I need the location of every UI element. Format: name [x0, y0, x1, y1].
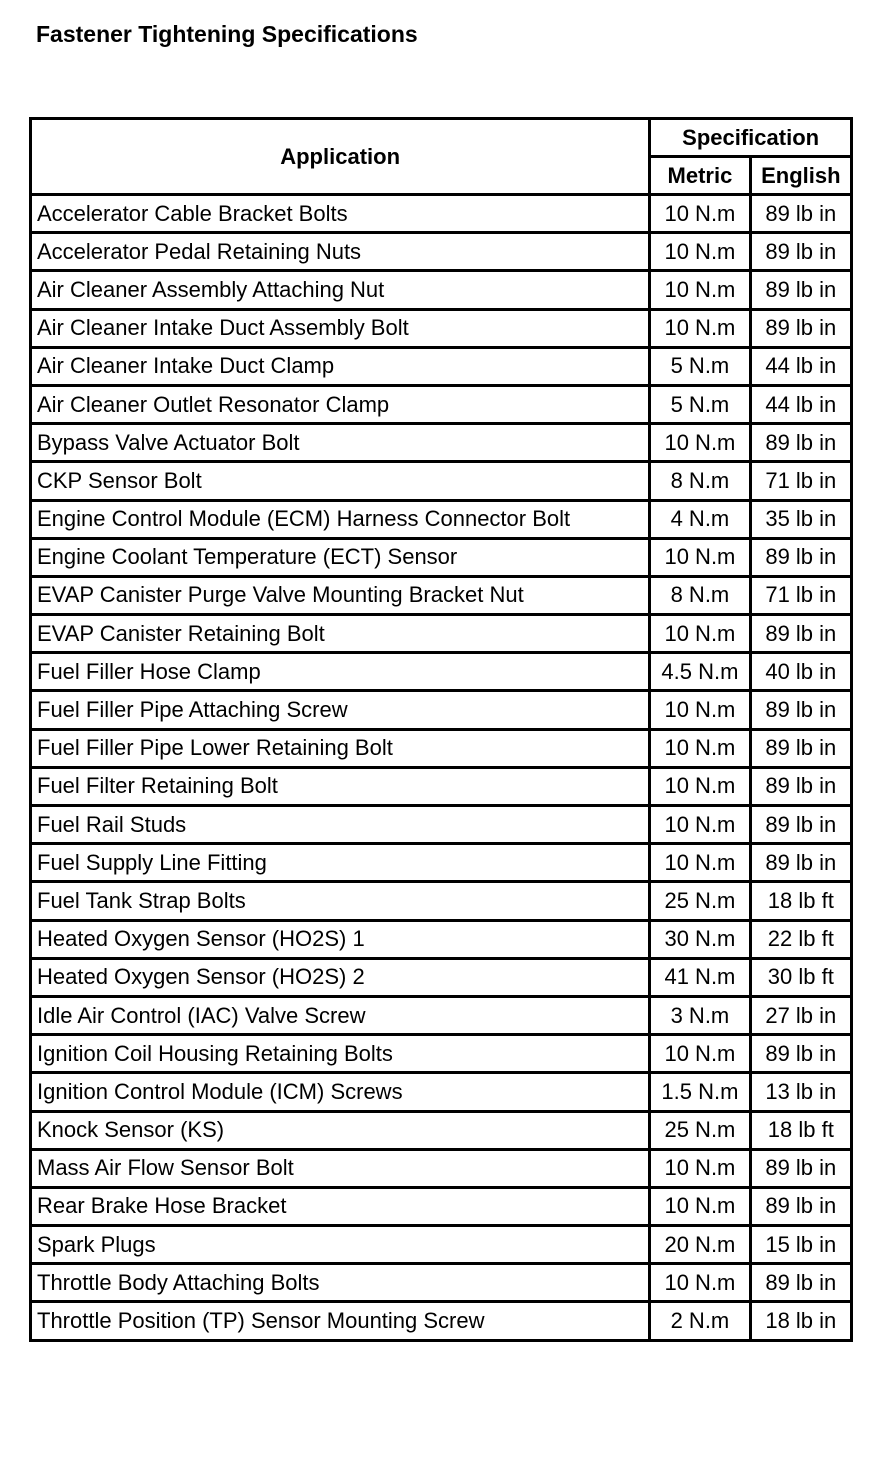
english-column-header: English — [750, 157, 851, 195]
english-value-cell: 89 lb in — [750, 767, 851, 805]
english-value-cell: 89 lb in — [750, 806, 851, 844]
table-row — [31, 500, 852, 538]
metric-value-cell: 10 N.m — [650, 195, 750, 233]
application-cell: Knock Sensor (KS) — [31, 1111, 650, 1149]
table-row — [31, 233, 852, 271]
table-row — [31, 538, 852, 576]
metric-value-cell: 10 N.m — [650, 844, 750, 882]
english-value-cell: 27 lb in — [750, 996, 851, 1034]
application-cell: Throttle Body Attaching Bolts — [31, 1264, 650, 1302]
english-value-cell: 89 lb in — [750, 309, 851, 347]
application-cell: Ignition Coil Housing Retaining Bolts — [31, 1035, 650, 1073]
english-value-cell: 89 lb in — [750, 233, 851, 271]
application-cell: Mass Air Flow Sensor Bolt — [31, 1149, 650, 1187]
table-row — [31, 767, 852, 805]
table-row — [31, 844, 852, 882]
metric-value-cell: 10 N.m — [650, 1264, 750, 1302]
table-row — [31, 462, 852, 500]
application-cell: EVAP Canister Purge Valve Mounting Bracket Nut — [31, 576, 650, 614]
table-row — [31, 806, 852, 844]
english-value-cell: 44 lb in — [750, 385, 851, 423]
application-cell: Engine Control Module (ECM) Harness Connector Bolt — [31, 500, 650, 538]
table-row — [31, 1111, 852, 1149]
application-cell: Air Cleaner Intake Duct Assembly Bolt — [31, 309, 650, 347]
metric-value-cell: 5 N.m — [650, 385, 750, 423]
english-value-cell: 15 lb in — [750, 1226, 851, 1264]
english-value-cell: 89 lb in — [750, 1149, 851, 1187]
table-body — [31, 195, 852, 1341]
table-row — [31, 615, 852, 653]
english-value-cell: 89 lb in — [750, 691, 851, 729]
metric-value-cell: 10 N.m — [650, 615, 750, 653]
table-row — [31, 920, 852, 958]
application-cell: EVAP Canister Retaining Bolt — [31, 615, 650, 653]
application-cell: Air Cleaner Outlet Resonator Clamp — [31, 385, 650, 423]
metric-value-cell: 10 N.m — [650, 1187, 750, 1225]
application-cell: Air Cleaner Intake Duct Clamp — [31, 347, 650, 385]
english-value-cell: 89 lb in — [750, 844, 851, 882]
fastener-spec-table — [29, 117, 853, 1342]
table-row — [31, 309, 852, 347]
table-row — [31, 996, 852, 1034]
metric-value-cell: 3 N.m — [650, 996, 750, 1034]
application-cell: Fuel Tank Strap Bolts — [31, 882, 650, 920]
table-row — [31, 271, 852, 309]
table-row — [31, 1264, 852, 1302]
english-value-cell: 40 lb in — [750, 653, 851, 691]
metric-value-cell: 41 N.m — [650, 958, 750, 996]
table-row — [31, 1149, 852, 1187]
metric-column-header: Metric — [650, 157, 750, 195]
table-row — [31, 576, 852, 614]
metric-value-cell: 25 N.m — [650, 1111, 750, 1149]
table-row — [31, 385, 852, 423]
english-value-cell: 89 lb in — [750, 1035, 851, 1073]
application-cell: Accelerator Pedal Retaining Nuts — [31, 233, 650, 271]
table-row — [31, 1302, 852, 1340]
english-value-cell: 89 lb in — [750, 1264, 851, 1302]
table-row — [31, 1226, 852, 1264]
application-cell: Accelerator Cable Bracket Bolts — [31, 195, 650, 233]
specification-group-header: Specification — [650, 119, 852, 157]
table-row — [31, 691, 852, 729]
metric-value-cell: 10 N.m — [650, 1035, 750, 1073]
english-value-cell: 18 lb ft — [750, 882, 851, 920]
table-row — [31, 1073, 852, 1111]
metric-value-cell: 10 N.m — [650, 424, 750, 462]
application-cell: Idle Air Control (IAC) Valve Screw — [31, 996, 650, 1034]
english-value-cell: 89 lb in — [750, 424, 851, 462]
metric-value-cell: 4.5 N.m — [650, 653, 750, 691]
english-value-cell: 35 lb in — [750, 500, 851, 538]
metric-value-cell: 4 N.m — [650, 500, 750, 538]
application-cell: Throttle Position (TP) Sensor Mounting Screw — [31, 1302, 650, 1340]
english-value-cell: 18 lb ft — [750, 1111, 851, 1149]
english-value-cell: 22 lb ft — [750, 920, 851, 958]
application-cell: Ignition Control Module (ICM) Screws — [31, 1073, 650, 1111]
metric-value-cell: 20 N.m — [650, 1226, 750, 1264]
application-cell: Fuel Filler Hose Clamp — [31, 653, 650, 691]
english-value-cell: 18 lb in — [750, 1302, 851, 1340]
table-row — [31, 347, 852, 385]
metric-value-cell: 10 N.m — [650, 806, 750, 844]
application-cell: Fuel Rail Studs — [31, 806, 650, 844]
application-cell: Fuel Supply Line Fitting — [31, 844, 650, 882]
english-value-cell: 71 lb in — [750, 576, 851, 614]
application-cell: Air Cleaner Assembly Attaching Nut — [31, 271, 650, 309]
english-value-cell: 89 lb in — [750, 195, 851, 233]
metric-value-cell: 2 N.m — [650, 1302, 750, 1340]
application-cell: Fuel Filler Pipe Lower Retaining Bolt — [31, 729, 650, 767]
application-cell: CKP Sensor Bolt — [31, 462, 650, 500]
english-value-cell: 30 lb ft — [750, 958, 851, 996]
table-row — [31, 1187, 852, 1225]
application-cell: Fuel Filler Pipe Attaching Screw — [31, 691, 650, 729]
application-cell: Engine Coolant Temperature (ECT) Sensor — [31, 538, 650, 576]
application-cell: Fuel Filter Retaining Bolt — [31, 767, 650, 805]
table-header — [31, 119, 852, 195]
table-row — [31, 1035, 852, 1073]
application-cell: Bypass Valve Actuator Bolt — [31, 424, 650, 462]
metric-value-cell: 30 N.m — [650, 920, 750, 958]
table-row — [31, 424, 852, 462]
metric-value-cell: 10 N.m — [650, 538, 750, 576]
english-value-cell: 89 lb in — [750, 538, 851, 576]
table-row — [31, 729, 852, 767]
table-row — [31, 958, 852, 996]
metric-value-cell: 10 N.m — [650, 271, 750, 309]
table-row — [31, 195, 852, 233]
metric-value-cell: 10 N.m — [650, 691, 750, 729]
application-cell: Heated Oxygen Sensor (HO2S) 1 — [31, 920, 650, 958]
application-cell: Rear Brake Hose Bracket — [31, 1187, 650, 1225]
english-value-cell: 13 lb in — [750, 1073, 851, 1111]
metric-value-cell: 10 N.m — [650, 309, 750, 347]
application-cell: Spark Plugs — [31, 1226, 650, 1264]
english-value-cell: 71 lb in — [750, 462, 851, 500]
page-title: Fastener Tightening Specifications — [36, 21, 418, 47]
metric-value-cell: 25 N.m — [650, 882, 750, 920]
metric-value-cell: 10 N.m — [650, 1149, 750, 1187]
metric-value-cell: 8 N.m — [650, 576, 750, 614]
application-column-header: Application — [31, 119, 650, 195]
metric-value-cell: 8 N.m — [650, 462, 750, 500]
metric-value-cell: 1.5 N.m — [650, 1073, 750, 1111]
english-value-cell: 89 lb in — [750, 1187, 851, 1225]
application-cell: Heated Oxygen Sensor (HO2S) 2 — [31, 958, 650, 996]
english-value-cell: 89 lb in — [750, 271, 851, 309]
metric-value-cell: 10 N.m — [650, 233, 750, 271]
metric-value-cell: 5 N.m — [650, 347, 750, 385]
table-row — [31, 882, 852, 920]
english-value-cell: 44 lb in — [750, 347, 851, 385]
table-row — [31, 653, 852, 691]
english-value-cell: 89 lb in — [750, 615, 851, 653]
metric-value-cell: 10 N.m — [650, 767, 750, 805]
english-value-cell: 89 lb in — [750, 729, 851, 767]
metric-value-cell: 10 N.m — [650, 729, 750, 767]
